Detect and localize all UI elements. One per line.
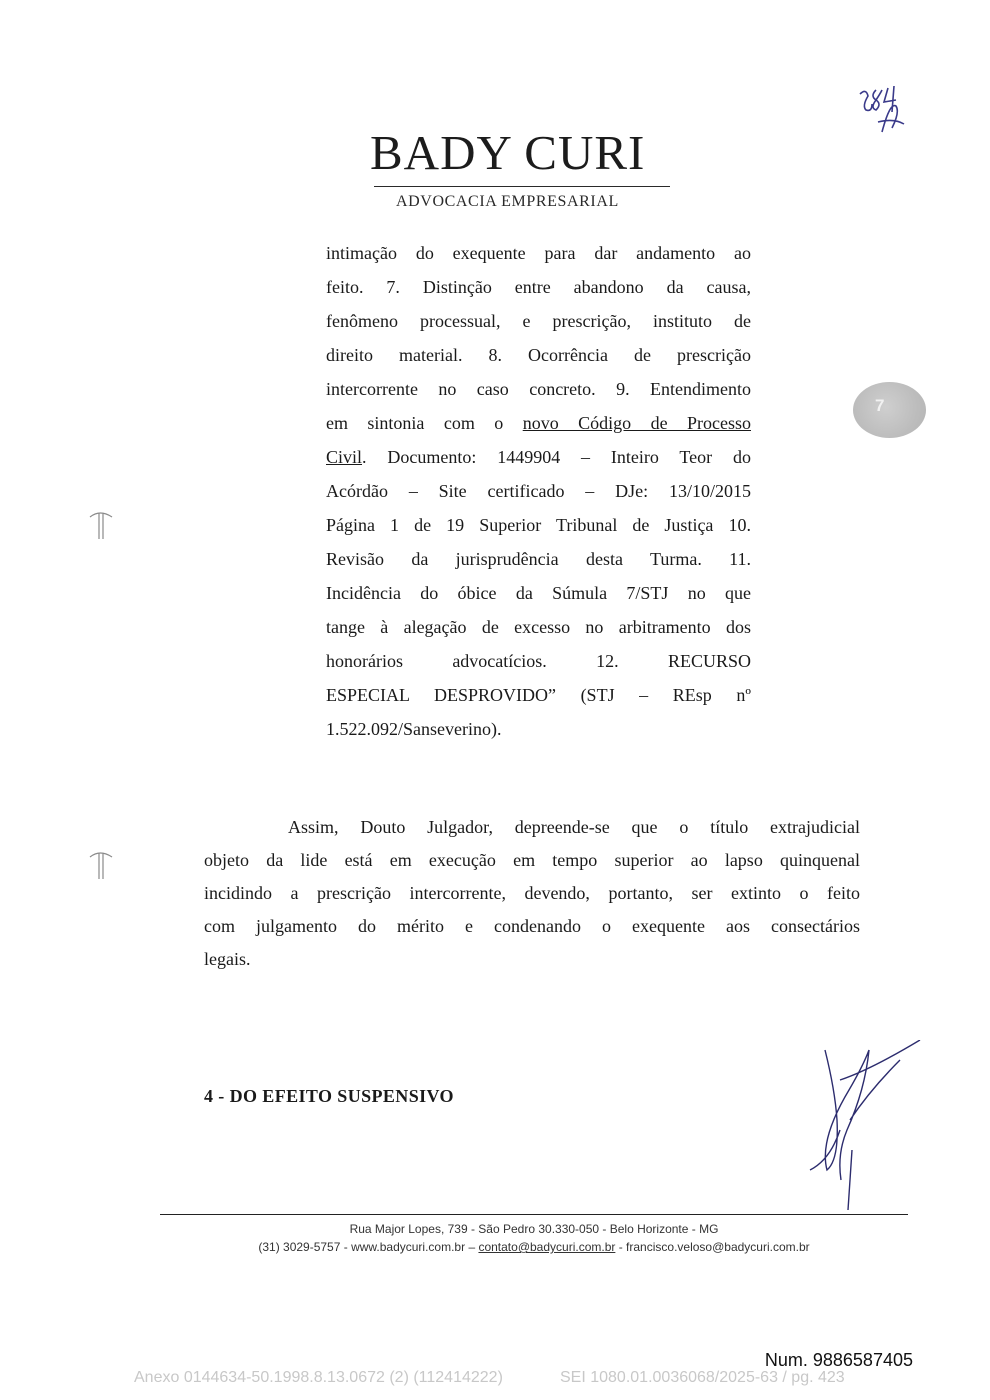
letterhead-divider — [374, 186, 670, 187]
handwritten-signature — [780, 1040, 930, 1220]
paragraph-line: incidindo a prescrição intercorrente, devendo, portanto, ser extinto o feito — [204, 883, 860, 903]
quote-line: Revisão da jurisprudência desta Turma. 11. — [326, 549, 751, 569]
footer-address: Rua Major Lopes, 739 - São Pedro 30.330-050 - Belo Horizonte - MG — [349, 1222, 719, 1236]
footer-email-secondary: francisco.veloso@badycuri.com.br — [626, 1240, 810, 1254]
body-paragraph — [204, 811, 860, 976]
handwritten-page-stamp — [838, 82, 918, 140]
quote-line: Incidência do óbice da Súmula 7/STJ no que — [326, 583, 751, 603]
page-marker-number: 7 — [875, 396, 885, 415]
quote-line: intercorrente no caso concreto. 9. Entendimento — [326, 379, 751, 399]
quote-segment: em sintonia com o — [326, 413, 523, 433]
paragraph-line: legais. — [204, 949, 251, 969]
quote-line: ESPECIAL DESPROVIDO” (STJ – REsp nº — [326, 685, 751, 705]
paragraph-line: objeto da lide está em execução em tempo superior ao lapso quinquenal — [204, 850, 860, 870]
jurisprudence-quote — [326, 236, 751, 746]
quote-line: honorários advocatícios. 12. RECURSO — [326, 651, 751, 671]
annex-reference: Anexo 0144634-50.1998.8.13.0672 (2) (112414222) — [134, 1369, 503, 1386]
footer-separator: - — [615, 1240, 627, 1254]
footer-divider — [160, 1214, 908, 1215]
paragraph-line: com julgamento do mérito e condenando o exequente aos consectários — [204, 916, 860, 936]
letterhead-subtitle: ADVOCACIA EMPRESARIAL — [396, 193, 619, 210]
quote-line: Página 1 de 19 Superior Tribunal de Justiça 10. — [326, 515, 751, 535]
cpc-link-text: novo Código de Processo — [522, 413, 751, 433]
footer-contacts — [160, 1240, 908, 1254]
page-marker-badge — [853, 382, 926, 438]
quote-line: direito material. 8. Ocorrência de prescrição — [326, 345, 751, 365]
footer-email-link[interactable]: contato@badycuri.com.br — [478, 1240, 616, 1254]
sei-reference: SEI 1080.01.0036068/2025-63 / pg. 423 — [560, 1369, 845, 1386]
quote-line — [326, 406, 751, 440]
section-heading: 4 - DO EFEITO SUSPENSIVO — [204, 1086, 454, 1106]
quote-line: intimação do exequente para dar andamento ao — [326, 243, 751, 263]
quote-line — [326, 440, 751, 474]
quote-line: fenômeno processual, e prescrição, instituto de — [326, 311, 751, 331]
quote-line: Acórdão – Site certificado – DJe: 13/10/2015 — [326, 481, 751, 501]
binder-mark-icon — [86, 845, 116, 881]
paragraph-line: Assim, Douto Julgador, depreende-se que o título extrajudicial — [288, 817, 860, 837]
quote-line: 1.522.092/Sanseverino). — [326, 719, 502, 739]
document-number: Num. 9886587405 — [764, 1350, 913, 1370]
footer-phone-site: (31) 3029-5757 - www.badycuri.com.br – — [258, 1240, 479, 1254]
letterhead-name: BADY CURI — [370, 125, 646, 180]
quote-segment: . Documento: 1449904 – Inteiro Teor do — [362, 447, 751, 467]
binder-mark-icon — [86, 505, 116, 541]
quote-line: tange à alegação de excesso no arbitramento dos — [326, 617, 751, 637]
cpc-link-text: Civil — [326, 447, 363, 467]
quote-line: feito. 7. Distinção entre abandono da causa, — [326, 277, 751, 297]
